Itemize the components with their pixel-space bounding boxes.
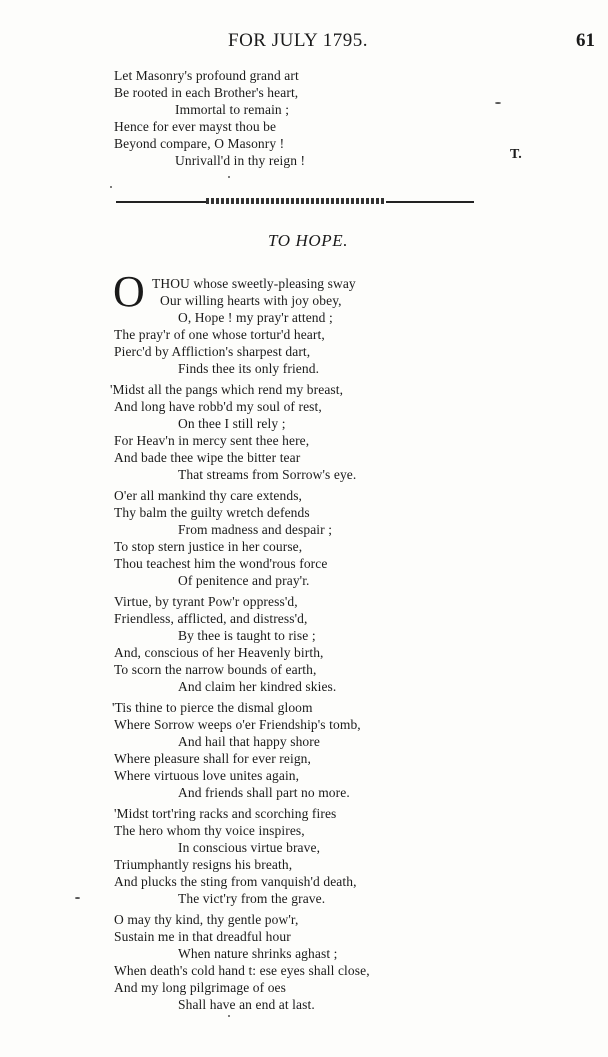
poem-line: And, conscious of her Heavenly birth, bbox=[114, 645, 324, 660]
poem-line: And claim her kindred skies. bbox=[178, 679, 337, 694]
running-head bbox=[0, 30, 608, 54]
poem-line: That streams from Sorrow's eye. bbox=[178, 467, 357, 482]
poem-line: Triumphantly resigns his breath, bbox=[114, 857, 293, 872]
poem-line: Be rooted in each Brother's heart, bbox=[114, 85, 299, 100]
poem-line: Thy balm the guilty wretch defends bbox=[114, 505, 310, 520]
signature: T. bbox=[510, 147, 522, 162]
poem-line: Friendless, afflicted, and distress'd, bbox=[114, 611, 308, 626]
poem-line: O'er all mankind thy care extends, bbox=[114, 488, 303, 503]
poem-line: For Heav'n in mercy sent thee here, bbox=[114, 433, 310, 448]
poem-line: Shall have an end at last. bbox=[178, 997, 315, 1012]
poem-title: TO HOPE. bbox=[268, 231, 349, 250]
poem-line: Thou teachest him the wond'rous force bbox=[114, 556, 328, 571]
poem-line: When death's cold hand t: ese eyes shall close, bbox=[114, 963, 370, 978]
poem-line: Where virtuous love unites again, bbox=[114, 768, 300, 783]
poem-line: Unrivall'd in thy reign ! bbox=[175, 153, 306, 168]
divider-ornament bbox=[206, 198, 386, 204]
poem-line: And friends shall part no more. bbox=[178, 785, 350, 800]
poem-line: By thee is taught to rise ; bbox=[178, 628, 316, 643]
page-number: 61 bbox=[576, 30, 595, 51]
poem-line: Beyond compare, O Masonry ! bbox=[114, 136, 285, 151]
poem-line: The vict'ry from the grave. bbox=[178, 891, 326, 906]
print-speck bbox=[228, 1015, 230, 1017]
poem-line: When nature shrinks aghast ; bbox=[178, 946, 338, 961]
poem-line: And plucks the sting from vanquish'd death, bbox=[114, 874, 357, 889]
poem-line: In conscious virtue brave, bbox=[178, 840, 321, 855]
poem-line: And long have robb'd my soul of rest, bbox=[114, 399, 322, 414]
drop-cap: O bbox=[113, 267, 145, 316]
poem-line: Where Sorrow weeps o'er Friendship's tomb, bbox=[114, 717, 361, 732]
poem-line: Let Masonry's profound grand art bbox=[114, 68, 299, 83]
poem-line: Pierc'd by Affliction's sharpest dart, bbox=[114, 344, 311, 359]
print-speck bbox=[110, 186, 112, 188]
poem-line: 'Tis thine to pierce the dismal gloom bbox=[112, 700, 313, 715]
poem-line: THOU whose sweetly-pleasing sway bbox=[152, 276, 356, 291]
poem-line: Where pleasure shall for ever reign, bbox=[114, 751, 312, 766]
poem-line: Finds thee its only friend. bbox=[178, 361, 320, 376]
poem-line: And hail that happy shore bbox=[178, 734, 320, 749]
print-speck bbox=[75, 897, 80, 899]
print-speck bbox=[495, 102, 501, 104]
poem-line: On thee I still rely ; bbox=[178, 416, 286, 431]
poem-line: The pray'r of one whose tortur'd heart, bbox=[114, 327, 325, 342]
poem-line: And my long pilgrimage of oes bbox=[114, 980, 286, 995]
running-title: FOR JULY 1795. bbox=[228, 30, 369, 51]
poem-line: Immortal to remain ; bbox=[175, 102, 290, 117]
print-speck bbox=[228, 176, 230, 178]
poem-line: 'Midst all the pangs which rend my breast, bbox=[110, 382, 344, 397]
poem-line: Of penitence and pray'r. bbox=[178, 573, 310, 588]
poem-line: Sustain me in that dreadful hour bbox=[114, 929, 291, 944]
poem-line: Hence for ever mayst thou be bbox=[114, 119, 277, 134]
poem-line: And bade thee wipe the bitter tear bbox=[114, 450, 301, 465]
poem-line: O, Hope ! my pray'r attend ; bbox=[178, 310, 333, 325]
poem-line: Our willing hearts with joy obey, bbox=[160, 293, 342, 308]
poem-line: 'Midst tort'ring racks and scorching fires bbox=[114, 806, 337, 821]
poem-line: The hero whom thy voice inspires, bbox=[114, 823, 305, 838]
poem-line: From madness and despair ; bbox=[178, 522, 333, 537]
poem-line: Virtue, by tyrant Pow'r oppress'd, bbox=[114, 594, 298, 609]
poem-line: To stop stern justice in her course, bbox=[114, 539, 303, 554]
poem-line: To scorn the narrow bounds of earth, bbox=[114, 662, 317, 677]
poem-line: O may thy kind, thy gentle pow'r, bbox=[114, 912, 299, 927]
